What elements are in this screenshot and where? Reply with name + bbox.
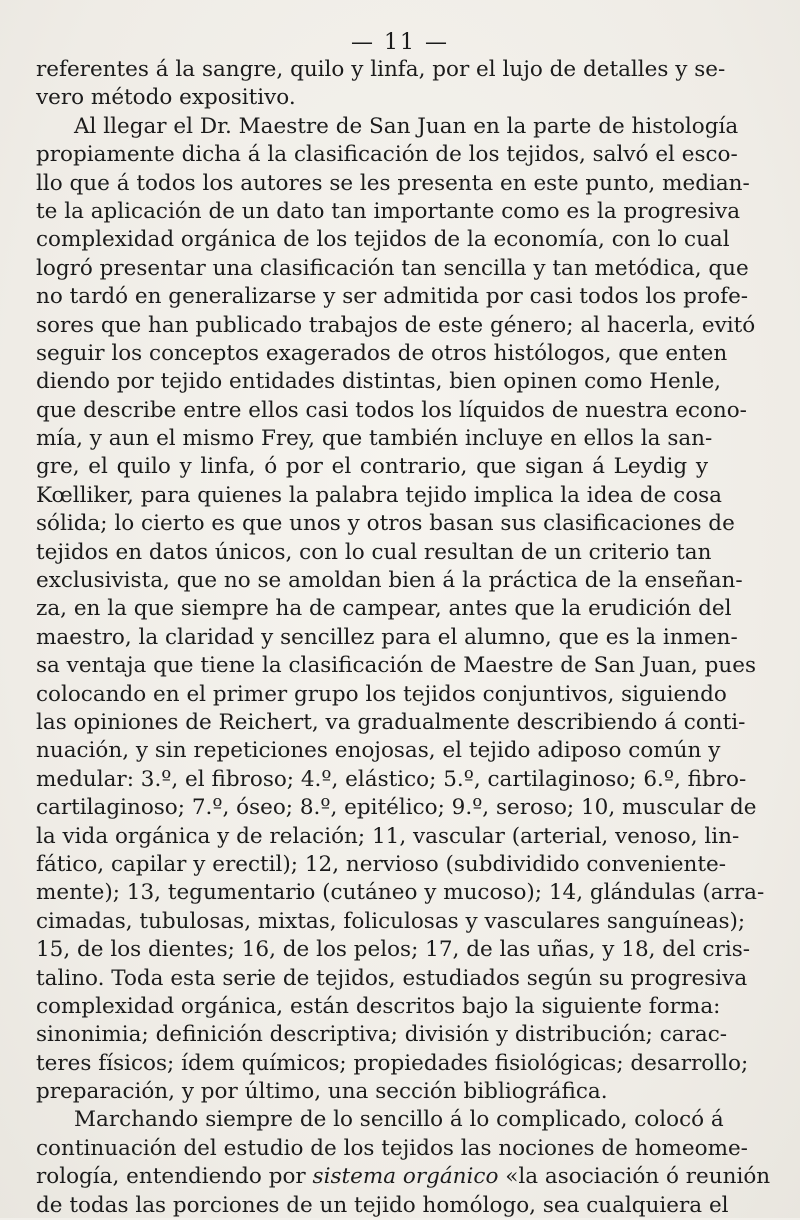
text-line: gre, el quilo y linfa, ó por el contrario, que sigan á Leydig y (36, 454, 708, 480)
text-line: las opiniones de Reichert, va gradualmente describiendo á conti- (36, 709, 746, 735)
text-line: mía, y aun el mismo Frey, que también incluye en ellos la san- (36, 426, 713, 452)
text-line: sinonimia; definición descriptiva; división y distribución; carac- (36, 1022, 728, 1048)
italic-term: sistema orgánico (312, 1164, 499, 1190)
text-line: que describe entre ellos casi todos los líquidos de nuestra econo- (36, 397, 747, 423)
text-line: exclusivista, que no se amoldan bien á la práctica de la enseñan- (36, 568, 743, 594)
text-line: llo que á todos los autores se les presenta en este punto, median- (36, 170, 750, 196)
text-line: propiamente dicha á la clasificación de los tejidos, salvó el esco- (36, 142, 738, 168)
text-line: referentes á la sangre, quilo y linfa, por el lujo de detalles y se- (36, 57, 726, 82)
text-line: za, en la que siempre ha de campear, antes que la erudición del (36, 596, 732, 622)
text-line: preparación, y por último, una sección bibliográfica. (36, 1079, 608, 1105)
text-line: nuación, y sin repeticiones enojosas, el tejido adiposo común y (36, 738, 721, 764)
text-line: vero método expositivo. (36, 85, 296, 111)
text-line: mente); 13, tegumentario (cutáneo y mucoso); 14, glándulas (arra- (36, 880, 765, 906)
text-line: tejidos en datos únicos, con lo cual resultan de un criterio tan (36, 539, 712, 565)
text-line: logró presentar una clasificación tan sencilla y tan metódica, que (36, 255, 749, 281)
text-line: Marchando siempre de lo sencillo á lo complicado, colocó á (74, 1107, 724, 1133)
text-line: maestro, la claridad y sencillez para el alumno, que es la inmen- (36, 624, 738, 650)
text-line: sólida; lo cierto es que unos y otros basan sus clasificaciones de (36, 511, 735, 537)
text-line: sores que han publicado trabajos de este género; al hacerla, evitó (36, 312, 756, 338)
text-line-mixed (36, 1163, 771, 1191)
text-line: fático, capilar y erectil); 12, nervioso (subdividido conveniente- (36, 851, 727, 877)
text-line: cimadas, tubulosas, mixtas, foliculosas y vasculares sanguíneas); (36, 908, 746, 934)
text-line: cartilaginoso; 7.º, óseo; 8.º, epitélico; 9.º, seroso; 10, muscular de (36, 795, 757, 821)
text-line: de todas las porciones de un tejido homólogo, sea cualquiera el (36, 1192, 729, 1218)
text-line: diendo por tejido entidades distintas, bien opinen como Henle, (36, 369, 722, 395)
text-line: Kœlliker, para quienes la palabra tejido implica la idea de cosa (36, 482, 722, 508)
text-line: teres físicos; ídem químicos; propiedades fisiológicas; desarrollo; (36, 1050, 749, 1076)
text-line: te la aplicación de un dato tan importante como es la progresiva (36, 198, 741, 224)
text-line: 15, de los dientes; 16, de los pelos; 17, de las uñas, y 18, del cris- (36, 937, 750, 963)
text-run: rología, entendiendo por (36, 1164, 306, 1190)
page-number: — 11 — (351, 30, 449, 55)
text-line: colocando en el primer grupo los tejidos conjuntivos, siguiendo (36, 681, 727, 707)
text-line: Al llegar el Dr. Maestre de San Juan en la parte de histología (74, 113, 739, 139)
text-line: medular: 3.º, el fibroso; 4.º, elástico; 5.º, cartilaginoso; 6.º, fibro- (36, 766, 747, 792)
text-line: continuación del estudio de los tejidos las nociones de homeome- (36, 1135, 748, 1161)
text-run: «la asociación ó reunión (505, 1164, 771, 1190)
text-line: talino. Toda esta serie de tejidos, estudiados según su progresiva (36, 965, 748, 991)
body-text (36, 56, 771, 1220)
text-line: no tardó en generalizarse y ser admitida por casi todos los profe- (36, 284, 749, 310)
text-line: complexidad orgánica, están descritos bajo la siguiente forma: (36, 993, 721, 1019)
text-line: complexidad orgánica de los tejidos de la economía, con lo cual (36, 227, 730, 253)
text-line: la vida orgánica y de relación; 11, vascular (arterial, venoso, lin- (36, 823, 740, 849)
text-line: seguir los conceptos exagerados de otros histólogos, que enten (36, 340, 728, 366)
text-line: sa ventaja que tiene la clasificación de Maestre de San Juan, pues (36, 653, 757, 679)
